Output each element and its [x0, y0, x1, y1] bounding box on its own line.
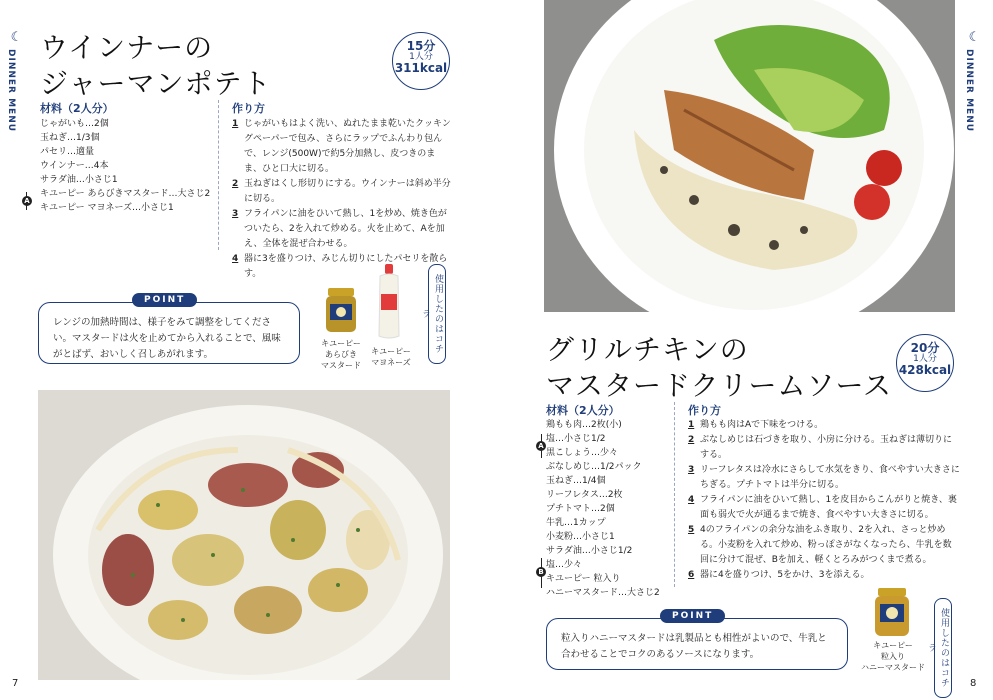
cook-time: 20分 [910, 341, 940, 355]
point-box-left [38, 302, 300, 364]
step-item: 2 ぶなしめじは石づきを取り、小房に分ける。玉ねぎは薄切りにする。 [688, 435, 953, 460]
product-label-honey-mustard: キユーピー 粒入り ハニーマスタード [861, 641, 925, 672]
title-line-1: グリルチキンの [546, 333, 749, 366]
cook-time: 15分 [406, 39, 436, 53]
point-box-right [546, 618, 848, 670]
ingredient-item: リーフレタス…2枚 [546, 490, 623, 500]
group-b-marker: B [536, 567, 546, 577]
step-item: 1 じゃがいもはよく洗い、ぬれたまま乾いたクッキングペーパーで包み、さらにラップでふんわり包んで、レンジ(500W)で約5分加熱し、皮つきのまま、ひと口大に切る。 [232, 119, 451, 174]
ingredient-item: 塩…少々 [546, 560, 583, 570]
time-calorie-badge-right [896, 334, 954, 392]
ingredients-heading: 材料（2人分） [546, 404, 620, 417]
steps-list-right [688, 418, 960, 583]
calories: 428kcal [898, 363, 952, 377]
ingredient-item: 玉ねぎ…1/3個 [40, 133, 100, 143]
page-number-left: 7 [12, 678, 19, 689]
step-item: 3 フライパンに油をひいて熱し、1を炒め、焼き色がついたら、2を入れて炒める。火を止めて、Aを加え、全体を混ぜ合わせる。 [232, 209, 447, 249]
column-divider [674, 402, 675, 587]
used-products-tag: 使用したのはコチラ [934, 598, 952, 698]
honey-mustard-jar-image [872, 588, 912, 638]
title-line-2: マスタードクリームソース [546, 369, 893, 402]
step-item: 6 器に4を盛りつけ、5をかけ、3を添える。 [688, 570, 870, 580]
point-label: POINT [660, 609, 725, 623]
ingredient-item: ぶなしめじ…1/2パック [546, 462, 642, 472]
group-a-marker: A [536, 441, 546, 451]
time-calorie-badge-left [392, 32, 450, 90]
ingredient-item: キユーピー 粒入り [546, 574, 621, 584]
step-item: 4 器に3を盛りつけ、みじん切りにしたパセリを散らす。 [232, 254, 448, 279]
ingredients-list-left [40, 117, 210, 215]
page-number-right: 8 [970, 678, 977, 689]
ingredient-item: パセリ…適量 [40, 147, 95, 157]
ingredient-item: ウインナー…4本 [40, 161, 109, 171]
menu-label: DINNER MENU [964, 49, 974, 133]
ingredients-list-right [546, 418, 660, 600]
steps-list-left [232, 117, 452, 282]
used-products-tag: 使用したのはコチラ [428, 264, 446, 364]
ingredient-item: 塩…小さじ1/2 [546, 434, 606, 444]
grilled-chicken-photo [544, 0, 955, 312]
ingredient-item: 玉ねぎ…1/4個 [546, 476, 606, 486]
title-line-2: ジャーマンポテト [40, 67, 272, 100]
step-item: 3 リーフレタスは冷水にさらして水気をきり、食べやすい大きさにちぎる。プチトマトは半分に切る。 [688, 465, 960, 490]
step-item: 1 鶏もも肉はAで下味をつける。 [688, 420, 824, 430]
calories: 311kcal [394, 61, 448, 75]
ingredient-item: 小麦粉…小さじ1 [546, 532, 615, 542]
moon-icon: ☾ [968, 30, 982, 45]
serving-label: 1人分 [913, 354, 937, 364]
step-item: 4 フライパンに油をひいて熱し、1を皮目からこんがりと焼き、裏面も弱火で火が通るまで焼き、食べやすい大きさに切る。 [688, 495, 957, 520]
step-item: 5 4のフライパンの余分な油をふき取り、2を入れ、さっと炒める。小麦粉を入れて炒め、粉っぽさがなくなったら、牛乳を数回に分けて混ぜ、Bを加え、軽くとろみがつくまで煮る。 [688, 525, 952, 565]
ingredient-item: じゃがいも…2個 [40, 119, 109, 129]
point-label: POINT [132, 293, 197, 307]
german-potato-photo [38, 390, 450, 680]
menu-label: DINNER MENU [6, 49, 16, 133]
product-label-mayo: キユーピー マヨネーズ [371, 347, 411, 367]
ingredient-item: 黒こしょう…少々 [546, 448, 619, 458]
ingredient-item: 鶏もも肉…2枚(小) [546, 420, 622, 430]
ingredient-item: サラダ油…小さじ1/2 [546, 546, 633, 556]
steps-heading: 作り方 [688, 404, 721, 417]
column-divider [218, 100, 219, 250]
steps-heading: 作り方 [232, 102, 265, 115]
ingredient-item: サラダ油…小さじ1 [40, 175, 118, 185]
recipe-title-left [40, 30, 271, 102]
title-line-1: ウインナーの [40, 31, 214, 64]
mayonnaise-bottle-image [376, 264, 402, 340]
ingredients-heading: 材料（2人分） [40, 102, 114, 115]
ingredient-item: 牛乳…1カップ [546, 518, 606, 528]
moon-icon: ☾ [10, 30, 24, 45]
serving-label: 1人分 [409, 52, 433, 62]
dinner-menu-tab-left [6, 30, 28, 132]
ingredient-item: プチトマト…2個 [546, 504, 615, 514]
product-label-mustard: キユーピー あらびき マスタード [321, 339, 361, 370]
ingredient-item: ハニーマスタード…大さじ2 [546, 588, 660, 598]
recipe-title-right [546, 332, 892, 404]
dinner-menu-tab-right [964, 30, 986, 132]
mustard-jar-image [324, 288, 358, 334]
step-item: 2 玉ねぎはくし形切りにする。ウインナーは斜め半分に切る。 [232, 179, 451, 204]
ingredient-item: キユーピー マヨネーズ…小さじ1 [40, 203, 174, 213]
point-text: レンジの加熱時間は、様子をみて調整をしてください。マスタードは火を止めてから入れることで、風味がとばず、おいしく召しあがれます。 [53, 317, 281, 360]
group-a-marker: A [22, 196, 32, 206]
point-text: 粒入りハニーマスタードは乳製品とも相性がよいので、牛乳と合わせることでコクのあるソースになります。 [561, 633, 827, 660]
ingredient-item: キユーピー あらびきマスタード…大さじ2 [40, 189, 211, 199]
